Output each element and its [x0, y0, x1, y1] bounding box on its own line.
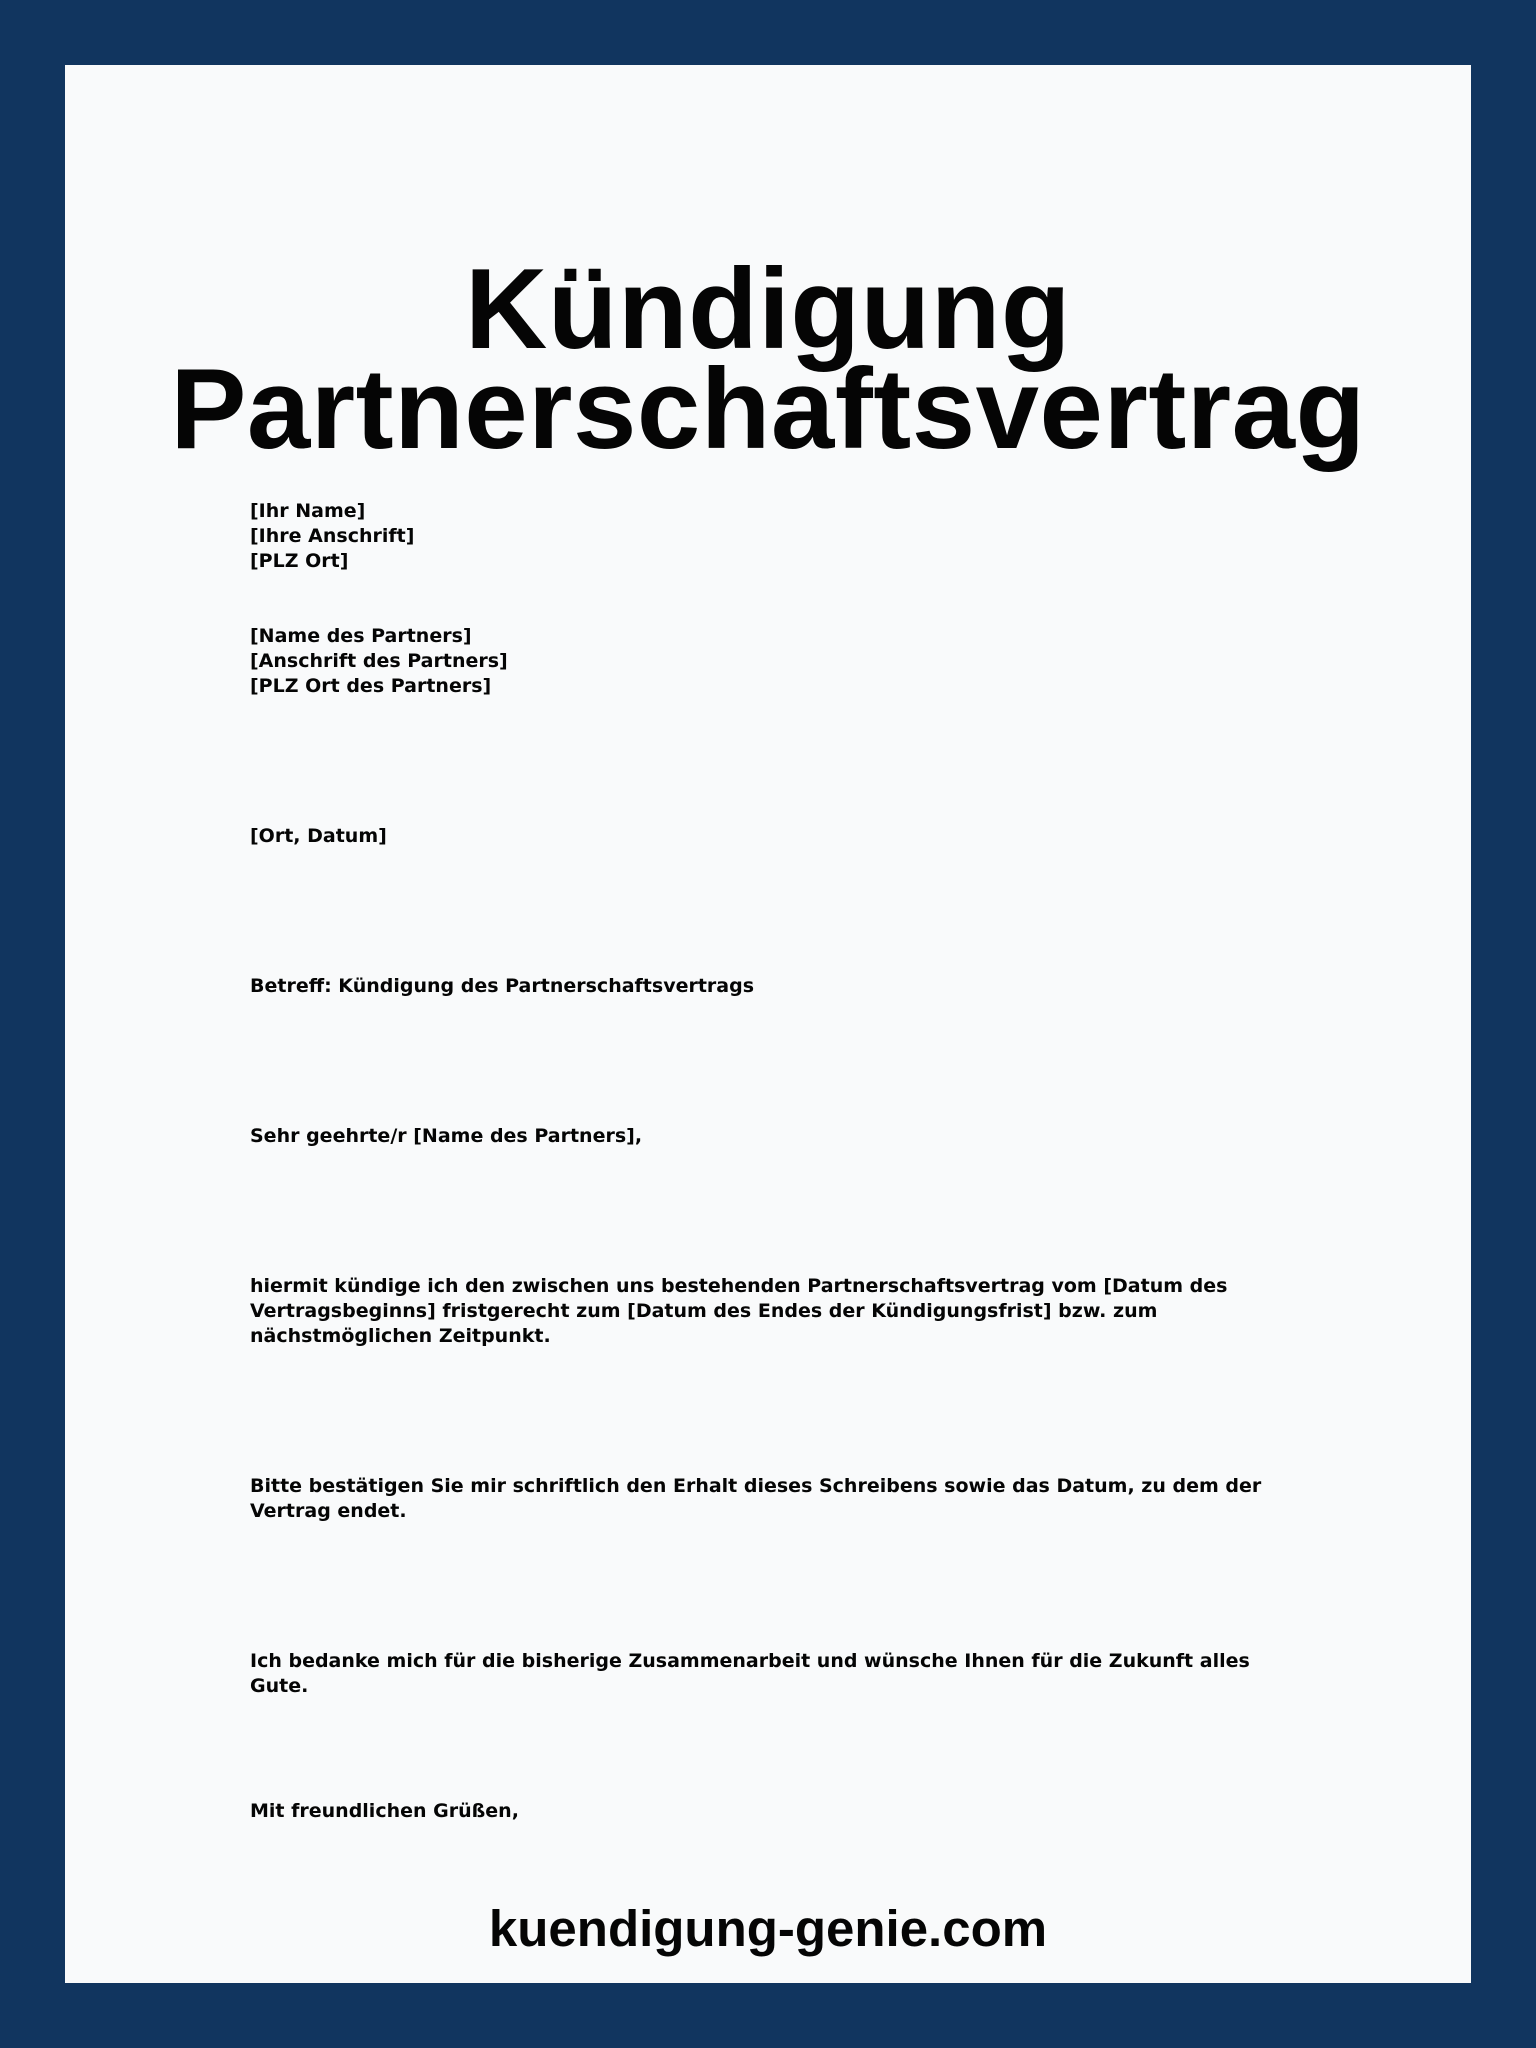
salutation: Sehr geehrte/r [Name des Partners],	[250, 1125, 643, 1147]
body-paragraph-2: Bitte bestätigen Sie mir schriftlich den Erhalt dieses Schreibens sowie das Datum, zu dem der Vertrag endet.	[250, 1475, 1262, 1522]
recipient-city: [PLZ Ort des Partners]	[250, 675, 492, 697]
sender-city: [PLZ Ort]	[250, 550, 349, 572]
letter-page	[65, 65, 1471, 1983]
page-title	[65, 246, 1471, 473]
footer-website: kuendigung-genie.com	[488, 1900, 1048, 1957]
body-paragraph-1: hiermit kündige ich den zwischen uns bestehenden Partnerschaftsvertrag vom [Datum des Vertragsbeginns] fristgerecht zum [Datum des Endes der Kündigungsfrist] bzw. zum nächstmöglichen Zeitpunkt.	[250, 1275, 1228, 1347]
sender-address	[250, 499, 1290, 574]
sender-name: [Ihr Name]	[250, 500, 366, 522]
body-paragraph-3: Ich bedanke mich für die bisherige Zusammenarbeit und wünsche Ihnen für die Zukunft alles Gute.	[250, 1650, 1250, 1697]
sender-street: [Ihre Anschrift]	[250, 525, 415, 547]
subject-line: Betreff: Kündigung des Partnerschaftsvertrags	[250, 975, 755, 997]
place-date: [Ort, Datum]	[250, 825, 387, 847]
closing-line: Mit freundlichen Grüßen,	[250, 1800, 519, 1822]
title-line-2: Partnerschaftsvertrag	[170, 346, 1366, 473]
title-line-1: Kündigung	[465, 246, 1071, 373]
recipient-address	[250, 624, 1290, 699]
recipient-name: [Name des Partners]	[250, 625, 472, 647]
recipient-street: [Anschrift des Partners]	[250, 650, 508, 672]
